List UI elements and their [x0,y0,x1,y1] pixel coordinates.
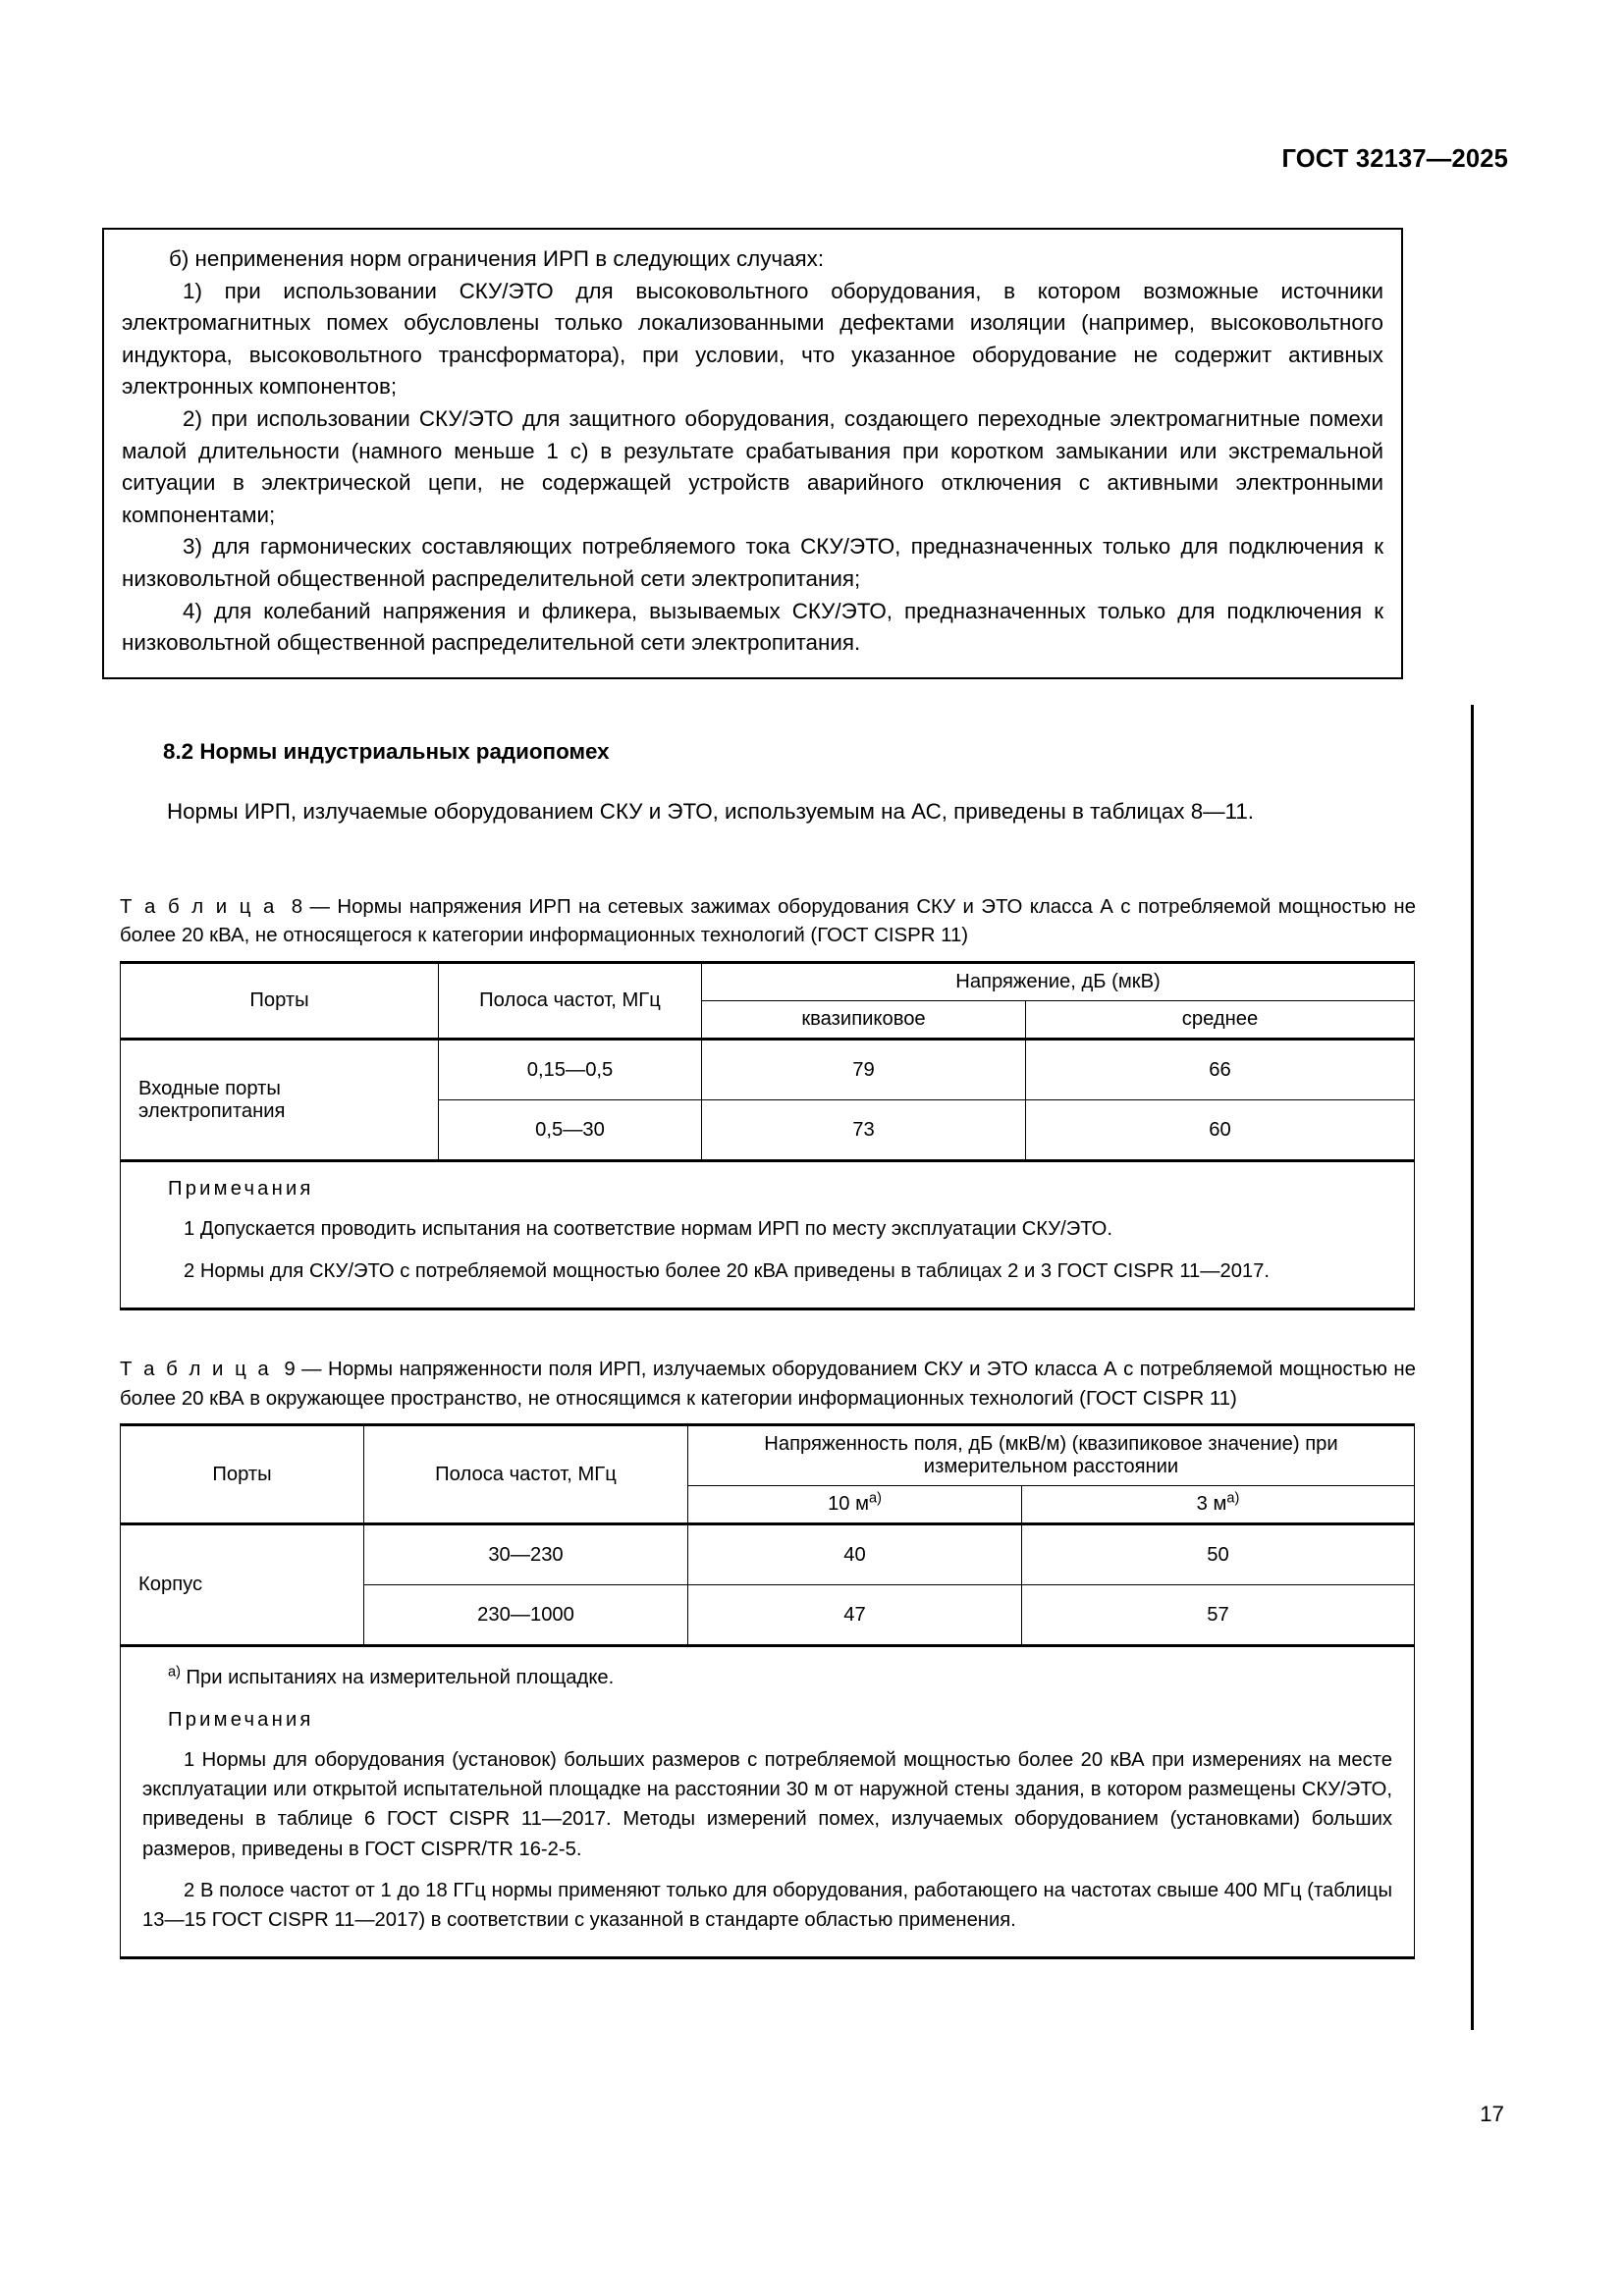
table-9-caption-label: Т а б л и ц а [120,1358,272,1380]
table-8-cell-port-0: Входные порты электропитания [121,1040,439,1161]
page-content [120,228,1416,1959]
table-9-notes [121,1646,1415,1958]
running-header-standard: ГОСТ 32137—2025 [1281,145,1508,173]
table-8-th-average: среднее [1026,1001,1415,1040]
table-row [121,1524,1415,1585]
change-bar-section-8-2 [1471,705,1474,2030]
table-8-cell-quasi-0: 79 [702,1040,1026,1100]
table-8-caption [120,893,1416,952]
clause-b-lead: б) неприменения норм ограничения ИРП в следующих случаях: [169,246,825,271]
table-8-th-group-voltage: Напряжение, дБ (мкВ) [702,963,1415,1001]
table-9-th-band: Полоса частот, МГц [364,1425,688,1524]
table-8-cell-avg-1: 60 [1026,1100,1415,1161]
table-9-note-1: 1 Нормы для оборудования (установок) больших размеров с потребляемой мощностью более 20 кВА при измерениях на месте эксплуатации или открытой испытательной площадке на расстоянии 30 м от наружной стены здания, в котором размещены СКУ/ЭТО, приведены в таблице 6 ГОСТ CISPR 11—2017. Методы измерений помех, излучаемых оборудованием (установками) больших размеров, приведены в ГОСТ CISPR/TR 16-2-5. [142,1748,1392,1860]
table-8-notes-title: Примечания [168,1178,314,1201]
table-9-th-group-fieldstrength: Напряженность поля, дБ (мкВ/м) (квазипиковое значение) при измерительном расстоянии [688,1425,1415,1486]
table-9-cell-band-0: 30—230 [364,1524,688,1585]
table-9-cell-d10-1: 47 [688,1585,1022,1646]
table-9-caption-number: 9 [284,1358,296,1380]
table-9-th-ports: Порты [121,1425,364,1524]
table-8-cell-band-1: 0,5—30 [439,1100,702,1161]
clause-b-item-1: 1) при использовании СКУ/ЭТО для высоковольтного оборудования, в котором возможные источники электромагнитных помех обусловлены только локализованными дефектами изоляции (например, высоковольтного индуктора, высоковольтного трансформатора), при условии, что указанное оборудование не содержит активных электронных компонентов; [122,278,1383,400]
table-8-notes [121,1161,1415,1309]
table-9-caption [120,1356,1416,1415]
table-9 [120,1423,1415,1959]
table-8-th-quasipeak: квазипиковое [702,1001,1026,1040]
table-9-note-2: 2 В полосе частот от 1 до 18 ГГц нормы применяют только для оборудования, работающего на частотах свыше 400 МГц (таблицы 13—15 ГОСТ CISPR 11—2017) в соответствии с указанной в стандарте областью применения. [142,1879,1392,1932]
table-8-note-2: 2 Нормы для СКУ/ЭТО с потребляемой мощностью более 20 кВА приведены в таблицах 2 и 3 ГОСТ CISPR 11—2017. [184,1259,1270,1282]
table-8-header-row-1 [121,963,1415,1001]
table-8-cell-band-0: 0,15—0,5 [439,1040,702,1100]
clause-b-item-2: 2) при использовании СКУ/ЭТО для защитного оборудования, создающего переходные электромагнитные помехи малой длительности (намного меньше 1 с) в результате срабатывания при коротком замыкании или экстремальной ситуации в электрической цепи, не содержащей устройств аварийного отключения с активными электронными компонентами; [122,405,1383,527]
table-9-th-distance-10m-footnote-ref: а) [869,1490,882,1507]
table-8-caption-number: 8 [291,895,303,918]
change-marked-block [102,228,1403,679]
clause-b-item-3: 3) для гармонических составляющих потребляемого тока СКУ/ЭТО, предназначенных только для подключения к низковольтной общественной распределительной сети электропитания; [122,534,1383,591]
table-9-th-distance-10m-text: 10 м [828,1493,870,1516]
table-8-cell-avg-0: 66 [1026,1040,1415,1100]
table-9-footnote [142,1663,1392,1692]
table-9-caption-text: — Нормы напряженности поля ИРП, излучаемых оборудованием СКУ и ЭТО класса А с потребляемой мощностью не более 20 кВА в окружающее пространство, не относящимся к категории информационных технологий (ГОСТ CISPR 11) [120,1358,1416,1410]
table-9-header-row-1 [121,1425,1415,1486]
table-9-th-distance-3m-footnote-ref: а) [1226,1490,1240,1507]
clause-b-item-4: 4) для колебаний напряжения и фликера, вызываемых СКУ/ЭТО, предназначенных только для подключения к низковольтной общественной распределительной сети электропитания. [122,598,1383,656]
table-9-cell-band-1: 230—1000 [364,1585,688,1646]
table-row [121,1040,1415,1100]
section-8-2-intro: Нормы ИРП, излучаемые оборудованием СКУ и ЭТО, используемым на АС, приведены в таблицах 8—11. [167,799,1255,825]
table-8-notes-row [121,1161,1415,1309]
table-8-th-band: Полоса частот, МГц [439,963,702,1040]
table-8-cell-quasi-1: 73 [702,1100,1026,1161]
table-9-cell-d3-1: 57 [1022,1585,1415,1646]
section-heading-8-2: 8.2 Нормы индустриальных радиопомех [163,738,610,764]
table-8-th-ports: Порты [121,963,439,1040]
table-9-th-distance-3m [1022,1486,1415,1524]
table-9-cell-d10-0: 40 [688,1524,1022,1585]
table-9-th-distance-3m-text: 3 м [1196,1493,1227,1516]
table-9-footnote-marker: а) [168,1664,181,1681]
table-9-notes-row [121,1646,1415,1958]
table-8-caption-label: Т а б л и ц а [120,895,277,918]
table-9-th-distance-10m [688,1486,1022,1524]
table-9-cell-port-0: Корпус [121,1524,364,1646]
table-8-caption-text: — Нормы напряжения ИРП на сетевых зажимах оборудования СКУ и ЭТО класса А с потребляемой мощностью не более 20 кВА, не относящегося к категории информационных технологий (ГОСТ CISPR 11) [120,895,1416,947]
table-8 [120,961,1415,1310]
table-9-notes-title: Примечания [168,1708,314,1731]
table-9-footnote-text: При испытаниях на измерительной площадке. [180,1667,615,1689]
table-9-cell-d3-0: 50 [1022,1524,1415,1585]
table-8-note-1: 1 Допускается проводить испытания на соответствие нормам ИРП по месту эксплуатации СКУ/ЭТО. [184,1218,1112,1241]
page-number: 17 [1480,2102,1504,2126]
